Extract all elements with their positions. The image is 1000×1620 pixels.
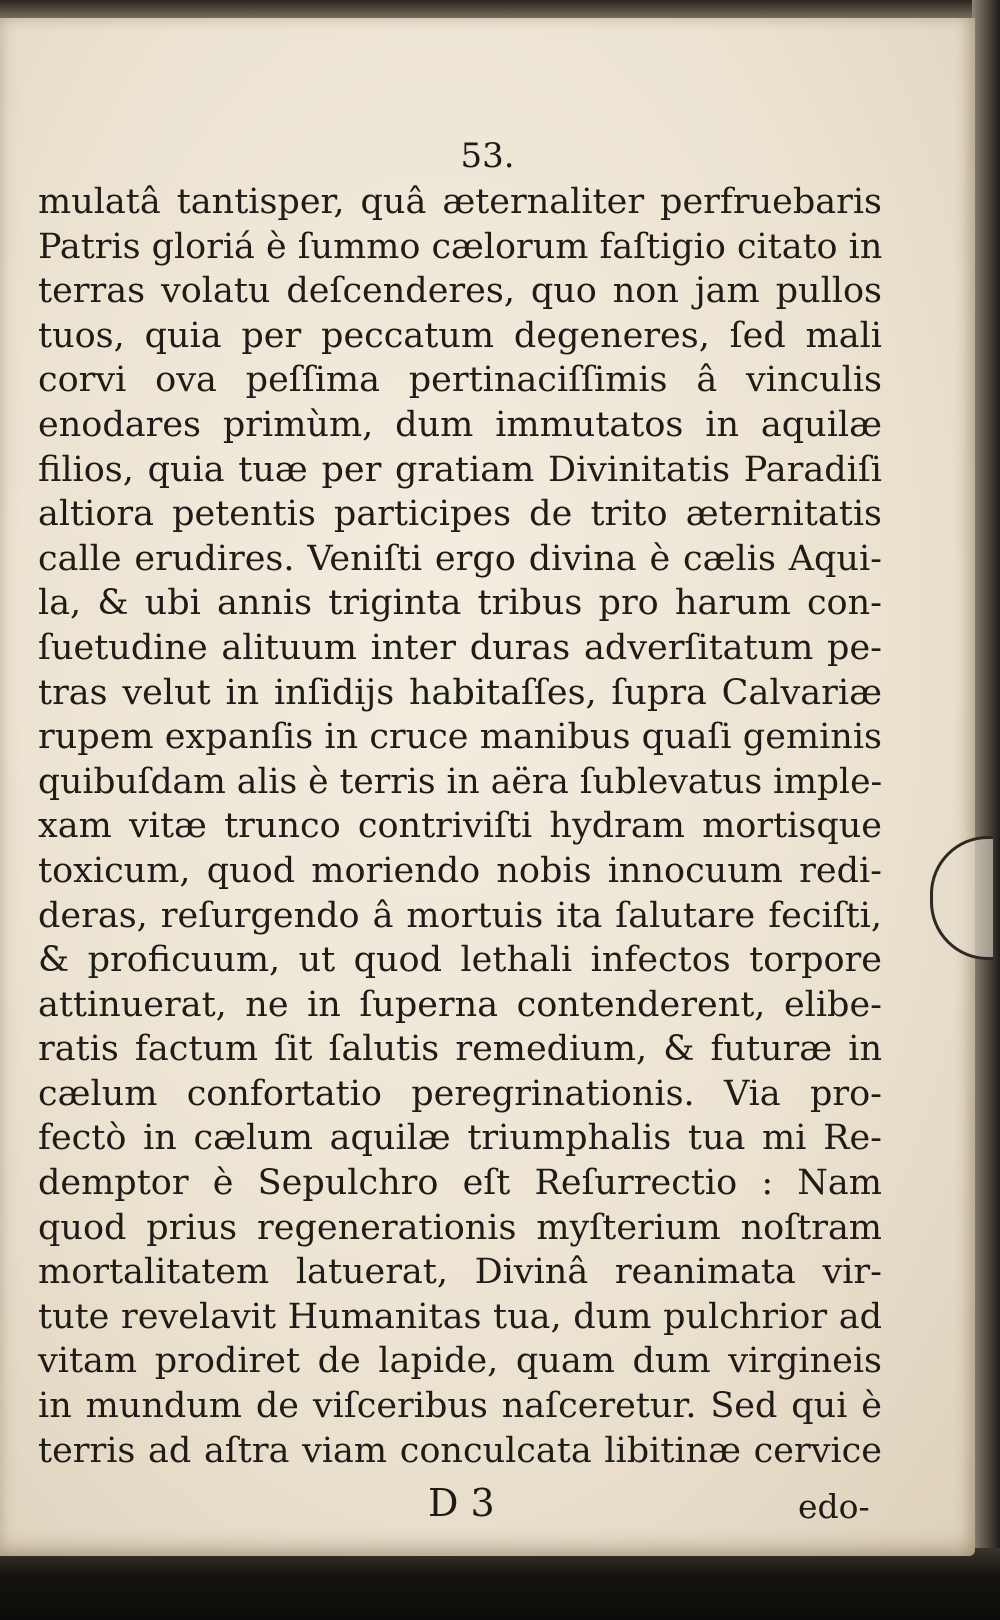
text-line: tras velut in inſidijs habitaſſes, ſupra Calvariæ	[38, 672, 882, 713]
text-line: mulatâ tantisper, quâ æternaliter perfruebaris	[38, 182, 882, 222]
text-line: xam vitæ trunco contriviſti hydram mortisque	[38, 806, 882, 847]
text-line: filios, quia tuæ per gratiam Divinitatis Paradiſi	[38, 449, 882, 490]
text-line: quibuſdam alis è terris in aëra ſublevatus imple-	[38, 761, 883, 802]
signature-mark: D 3	[428, 1481, 495, 1525]
text-line: ratis factum ſit ſalutis remedium, & futuræ in	[38, 1029, 882, 1070]
text-line: in mundum de viſceribus naſceretur. Sed qui è	[38, 1386, 882, 1427]
text-line: cælum confortatio peregrinationis. Via pro-	[38, 1073, 882, 1114]
catchword: edo-	[798, 1487, 870, 1526]
text-line: attinuerat, ne in ſuperna contenderent, elibe-	[38, 984, 882, 1025]
text-line: vitam prodiret de lapide, quam dum virgineis	[38, 1341, 882, 1382]
text-line: demptor è Sepulchro eſt Reſurrectio : Nam	[38, 1163, 882, 1204]
text-line: toxicum, quod moriendo nobis innocuum redi-	[38, 850, 882, 891]
text-line: tute revelavit Humanitas tua, dum pulchrior ad	[38, 1296, 882, 1337]
text-line: & proficuum, ut quod lethali infectos torpore	[38, 940, 882, 981]
body-text	[38, 180, 882, 1473]
text-line: quod prius regenerationis myſterium noſtram	[38, 1207, 882, 1248]
text-line: calle erudires. Veniſti ergo divina è cælis Aqui-	[38, 538, 882, 579]
text-line: rupem expanſis in cruce manibus quaſi geminis	[38, 717, 882, 758]
text-line: Patris gloriá è ſummo cælorum faſtigio citato in	[38, 226, 883, 267]
text-line: ſuetudine alituum inter duras adverſitatum pe-	[38, 627, 882, 668]
text-line: deras, reſurgendo â mortuis ita ſalutare feciſti,	[38, 895, 882, 936]
text-line: corvi ova peſſima pertinaciſſimis â vinculis	[38, 360, 882, 401]
book-fore-edge	[972, 0, 1000, 1620]
text-line: terris ad aſtra viam conculcata libitinæ cervice	[38, 1430, 882, 1471]
text-line: enodares primùm, dum immutatos in aquilæ	[38, 404, 882, 445]
text-line: fectò in cælum aquilæ triumphalis tua mi Re-	[38, 1118, 882, 1159]
page-number: 53.	[460, 136, 515, 176]
text-line: la, & ubi annis triginta tribus pro harum con-	[38, 583, 882, 624]
text-line: altiora petentis participes de trito æternitatis	[38, 494, 882, 535]
book-bottom-edge	[0, 1548, 1000, 1620]
book-page	[0, 18, 975, 1556]
text-line: terras volatu deſcenderes, quo non jam pullos	[38, 271, 882, 312]
text-line: tuos, quia per peccatum degeneres, ſed mali	[38, 315, 882, 356]
text-line: mortalitatem latuerat, Divinâ reanimata vir-	[38, 1252, 882, 1293]
